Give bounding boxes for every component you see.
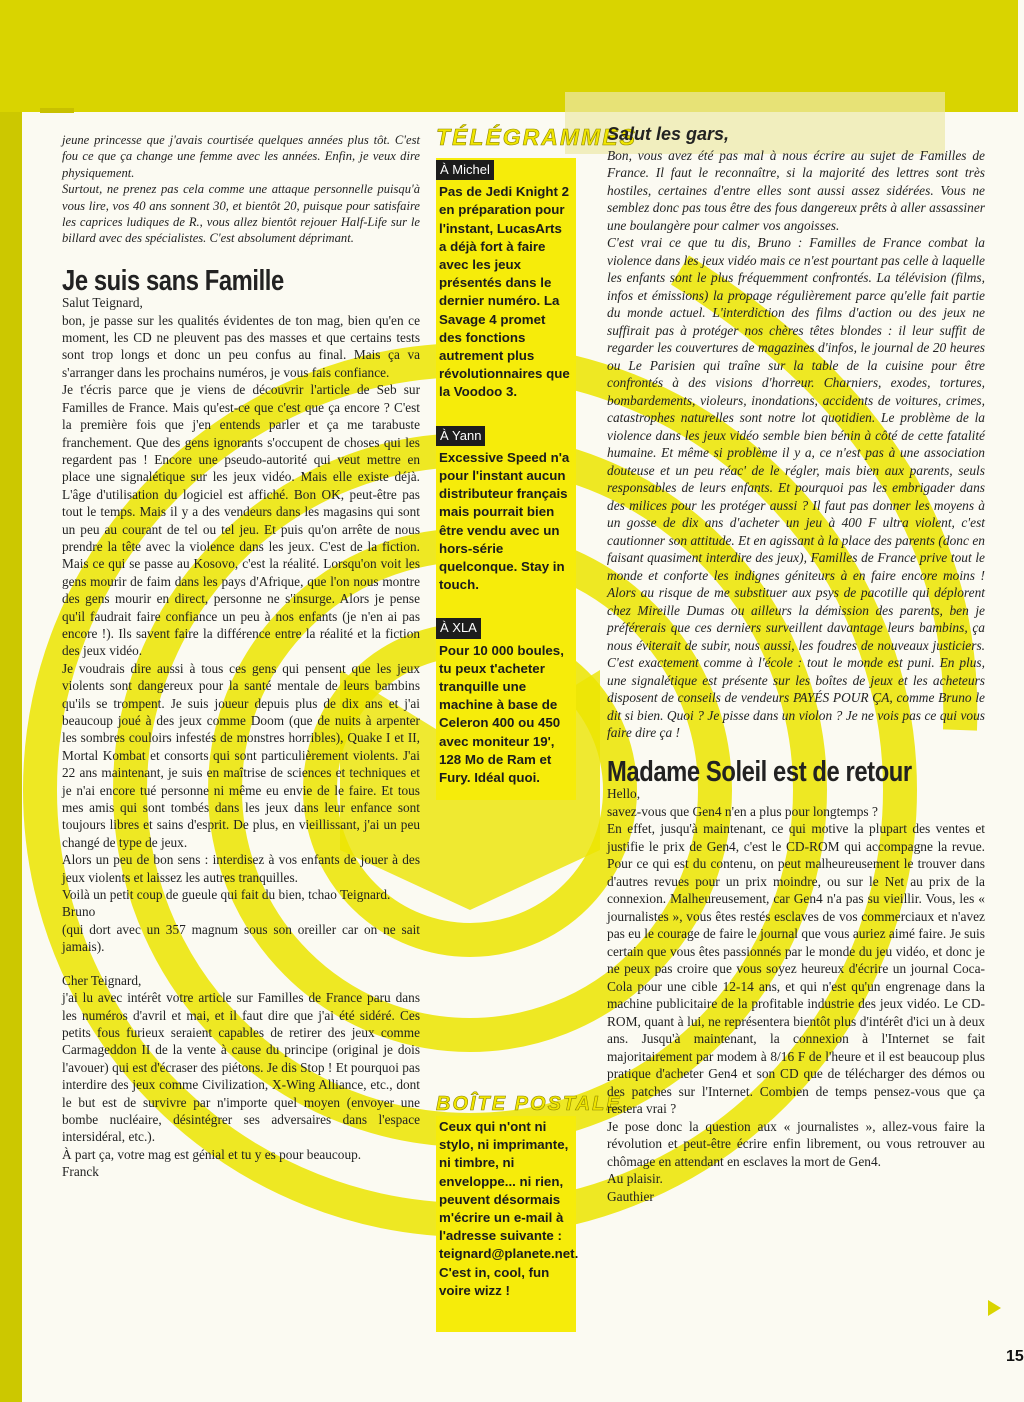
letter-heading: Madame Soleil est de retour [607, 755, 912, 788]
telegram-message: Excessive Speed n'a pour l'instant aucun distributeur français mais pourrait bien être vendu avec un hors-série quelconque. Stay in touch. [439, 449, 570, 593]
reply-paragraph: Bon, vous avez été pas mal à nous écrire au sujet de Familles de France. Il faut le reconnaître, si la majorité des lettres sont très hostiles, certaines d'entre elles sont aussi assez sidérées. Vous ne semblez donc pas tous être des fous dangereux prêts à aller assassiner une boulangère pour calmer vos angoisses. [607, 147, 985, 233]
letter-paragraph: j'ai lu avec intérêt votre article sur Familles de France paru dans les numéros d'avril et mai, et il faut dire que j'ai été sidéré. Ces petits fous furieux seraient capables de retirer des jeux comme Carmageddon II de la vente à cause du principe (original je dois l'avouer) qui est d'écraser des piétons. Je dis Stop ! Et pourquoi pas interdire des jeux comme Civilization, X-Wing Alliance, etc., dont le but est de survivre par n'importe quel moyen (envoyer une bombe nucléaire, désintégrer ses adversaires dans l'espace intersidéral, etc.). [62, 990, 420, 1145]
letter-paragraph: Cher Teignard, [62, 972, 142, 988]
recipient-tag: À Michel [436, 160, 494, 180]
letter-paragraph: Je pose donc la question aux « journalistes », allez-vous faire la révolution et peut-être écrire enfin librement, ou vous retrouver au chômage en attendant en esclaves la mort de Gen4. [607, 1118, 985, 1169]
triangle-right-icon [988, 1300, 1001, 1316]
boite-postale-text: Ceux qui n'ont ni stylo, ni imprimante, ni timbre, ni enveloppe... ni rien, peuvent désormais m'écrire un e-mail à l'adresse suivante : teignard@planete.net. C'est in, cool, fun voire wizz ! [439, 1119, 579, 1298]
letter-paragraph: En effet, jusqu'à maintenant, ce qui motive la plupart des ventes et justifie le prix de Gen4, c'est le CD-ROM qui accompagne la revue. Pour ce qui est du contenu, on peut malheureusement le trouver dans d'autres revues pour un prix moindre, ou sur le Net au prix de la connexion. Malheureusement, car Gen4 n'a pas su vieillir. Vous, les « journalistes », vous êtes restés esclaves de vos commerciaux et n'avez pas eu le courage de faire le journal que vous auriez aimé faire. Je suis certain que vous êtes passionnés par le monde du jeu vidéo, et donc je ne peux pas croire que vous soyez heureux d'écrire un journal Coca-Cola pour une cible 12-14 ans, et qui n'est qu'un engrenage dans la machine publicitaire de la profitable industrie des jeux vidéo. Le CD-ROM, quant à lui, ne représentera bientôt plus d'intérêt d'ici un à deux ans. Jusqu'à maintenant, la connexion à l'Internet se fait majoritairement par modem à 8/16 F de l'heure et il est beaucoup plus pratique d'acheter Gen4 et son CD que de télécharger des démos ou des patches sur l'Internet. Combien de temps pensez-vous que ça restera vrai ? [607, 821, 985, 1116]
telegram-message: Pour 10 000 boules, tu peux t'acheter tranquille une machine à base de Celeron 400 ou 450 avec moniteur 19', 128 Mo de Ram et Fury. Idéal quoi. [439, 642, 564, 786]
letter-paragraph: À part ça, votre mag est génial et tu y es pour beaucoup. [62, 1146, 362, 1162]
reply-paragraph: C'est vrai ce que tu dis, Bruno : Familles de France combat la violence dans les jeux vidéo mais ce n'est pourtant pas celle à laquelle les enfants sont le plus fréquemment confrontés. La télévision (films, infos et émissions) la propage régulièrement parce qu'elle fait partie du monde actuel. L'interdiction des films d'action ou des jeux ne suffirait pas à protéger nos chères têtes blondes : il leur suffit de regarder les couvertures de magazines d'infos, le journal de 20 heures ou Le Parisien qui traîne sur la table de la cuisine pour être confrontés à des visions d'horreur. Charniers, exodes, tortures, bombardements, violeurs, inondations, accidents de voitures, crimes, catastrophes naturelles sont notre lot quotidien. Le problème de la violence dans les jeux vidéo semble bien bénin à côté de cette fatalité humaine. Et même si problème il y a, ce n'est pas à une association douteuse et un peu réac' de le régler, mais bien aux parents, seuls responsables de leurs enfants. Et pourquoi pas les embrigader dans des milices pour les protéger aussi ? Il faut pas donner les moyens à un gosse de dix ans d'acheter un jeu à 400 F ultra violent, c'est cautionner son attitude. Et en agissant à la place des parents (donc en faisant quasiment interdire des jeux), Familles de France prive tout le monde et conforte les indignes géniteurs à en faire encore moins ! Alors au risque de me substituer aux psys de pacotille qui déplorent chez Mireille Dumas ou ailleurs la démission des parents, ben je préférerais que ces derniers surveillent davantage leurs bambins, ça nous éviterait de subir, nous aussi, les foudres de nouveaux justiciers. C'est exactement comme à l'école : tout le monde est puni. En plus, une signalétique est présente sur les boîtes de jeux et les acheteurs disposent de conseils de vendeurs PAYÉS POUR ÇA, comme Bruno le dit si bien. Quoi ? Je pisse dans un violon ? Je ne vois pas ce qui vous faire dire ça ! [607, 235, 985, 740]
letter-paragraph: Je t'écris parce que je viens de découvrir l'article de Seb sur Familles de France. Mais qu'est-ce que c'est que ça encore ? C'est la première fois que j'en entends parler et ça me tarabuste franchement. Que des gens ignorants s'occupent de choses qui les regardent pas ! Encore une pseudo-autorité qui veut mettre en place une signalétique sur les jeux vidéo. Mais elle existe déjà. L'âge d'utilisation du logiciel est affiché. Bon OK, peut-être pas tout le temps. Mais il y a des vendeurs dans les magasins qui sont un peu au courant de tel ou tel jeu. Et puis qu'on arrête de nous prendre la tête avec la violence dans les jeux. C'est de la fiction. Mais ce qui se passe au Kosovo, c'est la réalité. Lorsqu'on voit les gens mourir de faim dans les pays d'Afrique, que l'on nous montre des gens mourir en direct, personne ne s'insurge. Alors je pense qu'il faudrait faire confiance un peu à nos enfants (je n'en ai pas encore !). Ils savent faire la différence entre la réalité et la fiction des jeux vidéo. [62, 382, 420, 659]
letter-heading: Je suis sans Famille [62, 264, 284, 297]
letter-signature: Bruno [62, 904, 96, 920]
letter-paragraph: Voilà un petit coup de gueule qui fait du bien, tchao Teignard. [62, 887, 391, 903]
intro-paragraph: jeune princesse que j'avais courtisée quelques années plus tôt. C'est fou ce que ça change une femme avec les années. Enfin, je veux dire physiquement. [62, 133, 420, 180]
telegrammes-title: TÉLÉGRAMMES [436, 124, 637, 150]
page-number: 15 [1006, 1348, 1024, 1365]
letter-paragraph: Salut Teignard, [62, 295, 143, 311]
accent-rule [40, 108, 74, 113]
telegram-message: Pas de Jedi Knight 2 en préparation pour l'instant, LucasArts a déjà fort à faire avec les jeux présentés dans le dernier numéro. La Savage 4 promet des fonctions autrement plus révolutionnaires que la Voodoo 3. [439, 184, 570, 400]
letter-paragraph: Alors un peu de bon sens : interdisez à vos enfants de jouer à des jeux violents et laissez les autres tranquilles. [62, 852, 420, 885]
recipient-tag: À XLA [436, 618, 481, 638]
boite-postale-box [436, 1116, 579, 1332]
reply-heading: Salut les gars, [607, 124, 730, 144]
letter-paragraph: (qui dort avec un 357 magnum sous son oreiller car on ne sait jamais). [62, 921, 420, 955]
letter-signature: Gauthier [607, 1188, 654, 1204]
left-color-band [0, 112, 22, 1402]
letter-paragraph: Je voudrais dire aussi à tous ces gens qui pensent que les jeux violents sont dangereux pour la santé mentale de leurs bambins qu'ils se trompent. Je suis joueur depuis plus de dix ans et j'ai beaucoup joué à des jeux comme Doom (que de nuits à arpenter les sombres couloirs infestés de monstres horribles), Quake I et II, Mortal Kombat et consorts qui sont particulièrement violents. J'ai 22 ans maintenant, je suis en maîtrise de sciences et techniques et je n'ai encore tué personne ni même eu envie de le faire. Et tous mes amis qui sont tombés dans les jeux dans leur enfance sont toujours libres et sains d'esprit. De plus, en vieillissant, j'ai un peu changé de type de jeux. [62, 660, 420, 850]
right-column [607, 126, 985, 1205]
telegrammes-box [436, 158, 576, 800]
letter-paragraph: savez-vous que Gen4 n'en a plus pour longtemps ? [607, 803, 878, 819]
letter-paragraph: Hello, [607, 786, 641, 801]
letter-paragraph: bon, je passe sur les qualités évidentes de ton mag, bien qu'en ce moment, les CD ne pleuvent pas des masses et que certains tests sont trop longs et donc un peu confus au final. Mais ça va s'arranger dans les prochains numéros, je vous fais confiance. [62, 312, 420, 380]
boite-postale-title: BOÎTE POSTALE [436, 1093, 622, 1115]
recipient-tag: À Yann [436, 426, 485, 446]
left-column [62, 132, 420, 1181]
intro-paragraph: Surtout, ne prenez pas cela comme une attaque personnelle puisqu'à vous lire, vos 40 ans sonnent 30, et bientôt 20, puisque pour satisfaire les caprices ludiques de R., vous allez bientôt rejouer Half-Life sur le billard avec des spécialistes. C'est absolument déprimant. [62, 182, 420, 246]
letter-signature: Franck [62, 1164, 99, 1180]
letter-paragraph: Au plaisir. [607, 1171, 663, 1186]
